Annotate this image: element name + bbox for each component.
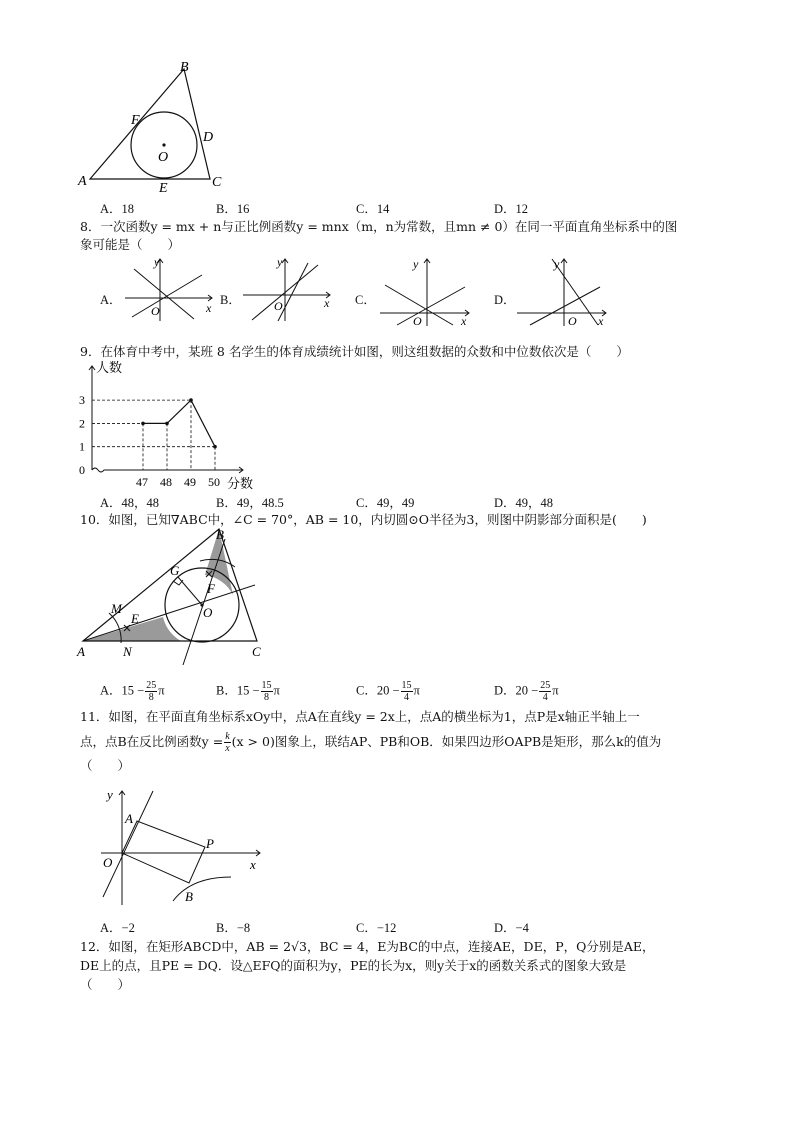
q8-option-b-graph[interactable] <box>238 255 338 323</box>
q7-label-d: D <box>203 130 214 145</box>
q8-option-a-letter[interactable]: A． <box>100 293 122 307</box>
q7-label-e: E <box>159 181 168 195</box>
svg-text:O: O <box>568 314 577 327</box>
q11-option-a[interactable]: A．−2 <box>100 921 135 935</box>
q7-label-a: A <box>78 174 87 189</box>
svg-text:F: F <box>207 581 215 596</box>
q9-ytick-label: 3 <box>79 393 85 408</box>
svg-text:O: O <box>413 314 422 327</box>
svg-text:C: C <box>252 644 261 659</box>
svg-text:B: B <box>185 889 193 904</box>
q9-line-chart <box>75 358 270 493</box>
q7-label-b: B <box>180 60 189 75</box>
q9-option-c[interactable]: C．49，49 <box>356 496 415 510</box>
q9-data-point <box>141 422 145 426</box>
q11-question-line2: 点，点B在反比例函数y = $\frac{k}{x}$ (x > 0)图象上，联结AP、PB和OB．如果四边形OAPB是矩形，那么k的值为 <box>80 731 662 754</box>
q8-option-a-graph[interactable] <box>120 255 220 323</box>
q10-option-d[interactable]: D．20 − $\frac{25}{4}$ π <box>494 680 559 703</box>
q9-data-point <box>213 445 217 449</box>
q9-xtick-label: 49 <box>184 475 196 489</box>
q11-option-d[interactable]: D．−4 <box>494 921 529 935</box>
q9-data-point <box>165 422 169 426</box>
svg-text:x: x <box>461 314 467 327</box>
q8-option-b-letter[interactable]: B． <box>220 293 241 307</box>
q9-xtick-label: 50 <box>208 475 220 489</box>
svg-text:y: y <box>277 255 283 269</box>
q8-question-line1: 8．一次函数y = mx + n与正比例函数y = mnx（m，n为常数，且mn ≠ 0）在同一平面直角坐标系中的图 <box>80 219 678 234</box>
svg-text:O: O <box>203 605 213 620</box>
q10-question: 10．如图，已知∇ABC中，∠C = 70°，AB = 10，内切圆⊙O半径为3，则图中阴影部分面积是( ) <box>80 512 647 527</box>
q8-option-d-graph[interactable] <box>512 255 612 327</box>
svg-text:O: O <box>274 299 283 313</box>
q12-question-line1: 12．如图，在矩形ABCD中，AB = 2√3，BC = 4，E为BC的中点，连接AE，DE，P，Q分别是AE， <box>80 939 655 954</box>
q7-option-d[interactable]: D．12 <box>494 202 529 216</box>
q9-ytick-label: 2 <box>79 416 85 431</box>
q7-label-c: C <box>212 175 222 190</box>
svg-text:y: y <box>107 787 113 802</box>
svg-text:M: M <box>111 601 122 616</box>
q9-data-point <box>189 398 193 402</box>
q12-question-line3: （ ） <box>80 977 131 992</box>
q12-question-line2: DE上的点，且PE = DQ．设△EFQ的面积为y，PE的长为x，则y关于x的函数关系式的图象大致是 <box>80 958 627 973</box>
q8-option-d-letter[interactable]: D． <box>494 293 516 307</box>
q8-question-line2: 象可能是（ ） <box>80 237 181 252</box>
q11-option-b[interactable]: B．−8 <box>216 921 251 935</box>
q9-ytick-label: 1 <box>79 439 85 454</box>
q8-option-c-graph[interactable] <box>375 255 475 327</box>
q7-label-o: O <box>158 150 169 165</box>
svg-text:x: x <box>206 301 212 315</box>
svg-text:y: y <box>413 257 419 271</box>
svg-text:A: A <box>125 811 133 826</box>
q9-xtick-label: 47 <box>136 475 148 489</box>
svg-text:x: x <box>250 857 256 872</box>
q9-option-d[interactable]: D．49，48 <box>494 496 554 510</box>
q11-question-line1: 11．如图，在平面直角坐标系xOy中，点A在直线y = 2x上，点A的横坐标为1，点P是x轴正半轴上一 <box>80 709 640 724</box>
q11-option-c[interactable]: C．−12 <box>356 921 397 935</box>
q10-option-c[interactable]: C．20 − $\frac{15}{4}$ π <box>356 680 420 703</box>
q10-option-b[interactable]: B．15 − $\frac{15}{8}$ π <box>216 680 280 703</box>
q11-figure <box>95 785 270 910</box>
q7-option-c[interactable]: C．14 <box>356 202 390 216</box>
q7-label-f: F <box>131 113 140 128</box>
q11-question-line3: （ ） <box>80 758 131 773</box>
q9-question: 9．在体育中考中，某班 8 名学生的体育成绩统计如图，则这组数据的众数和中位数依次是（ ） <box>80 344 629 359</box>
q7-option-b[interactable]: B．16 <box>216 202 250 216</box>
svg-text:N: N <box>123 644 132 659</box>
svg-text:G: G <box>170 563 180 578</box>
q9-series-line <box>143 400 215 447</box>
q8-option-c-letter[interactable]: C． <box>355 293 376 307</box>
svg-text:x: x <box>598 314 604 327</box>
q10-figure <box>75 525 275 665</box>
svg-text:x: x <box>324 296 330 310</box>
q9-ytick-label: 0 <box>79 463 85 477</box>
q9-ylabel: 人数 <box>96 360 123 375</box>
svg-text:y: y <box>554 257 560 271</box>
svg-text:O: O <box>151 304 160 318</box>
q7-option-a[interactable]: A．18 <box>100 202 135 216</box>
q9-xlabel: 分数 <box>227 476 254 491</box>
q9-xtick-label: 48 <box>160 475 172 489</box>
svg-text:y: y <box>154 255 160 269</box>
q9-option-b[interactable]: B．49，48.5 <box>216 496 284 510</box>
svg-text:E: E <box>131 611 139 626</box>
svg-text:B: B <box>216 527 224 542</box>
q7-triangle-figure <box>70 55 240 195</box>
q10-option-a[interactable]: A．15 − $\frac{25}{8}$ π <box>100 680 165 703</box>
q9-option-a[interactable]: A．48，48 <box>100 496 160 510</box>
q9-x-axis <box>92 468 243 472</box>
svg-text:O: O <box>103 855 113 870</box>
svg-text:P: P <box>206 836 214 851</box>
svg-text:A: A <box>77 644 85 659</box>
